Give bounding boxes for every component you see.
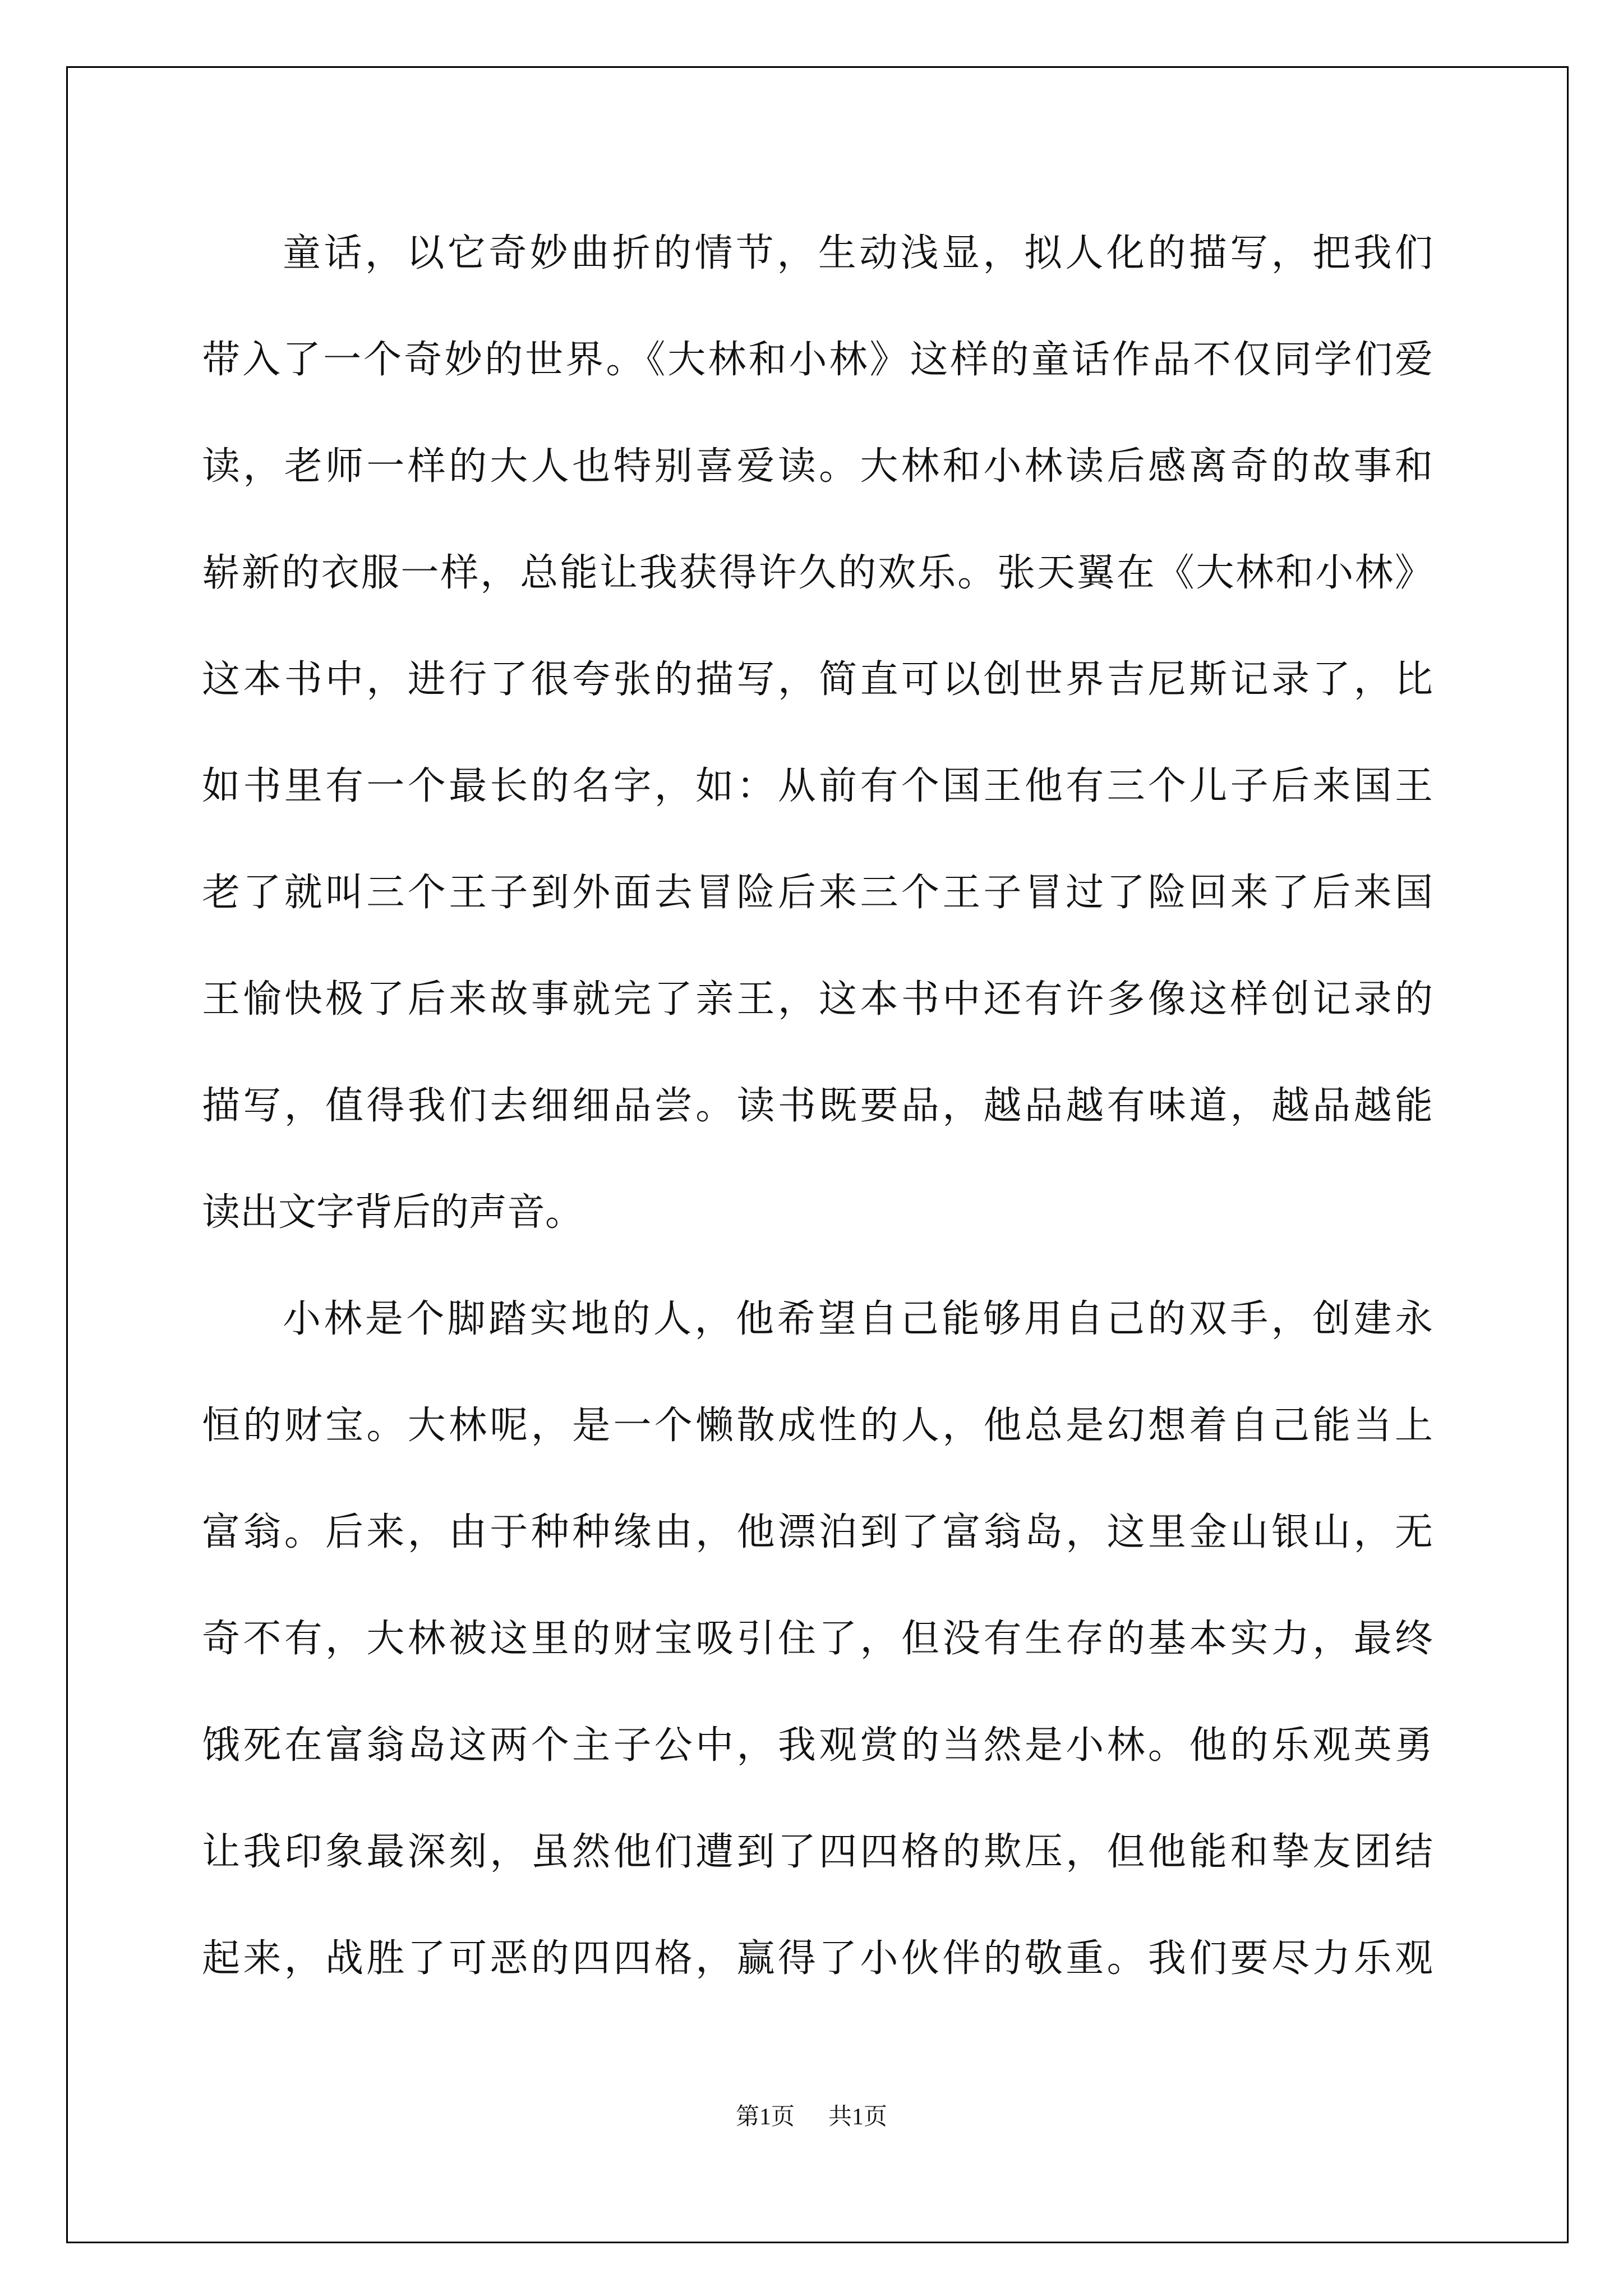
text-line: 恒的财宝。大林呢，是一个懒散成性的人，他总是幻想着自己能当上 <box>202 1404 1433 1448</box>
paragraph <box>202 200 1433 1266</box>
text-line: 起来，战胜了可恶的四四格，赢得了小伙伴的敬重。我们要尽力乐观 <box>202 1936 1433 1981</box>
paragraph <box>202 1266 1433 2012</box>
text-line: 崭新的衣服一样，总能让我获得许久的欢乐。张天翼在《大林和小林》 <box>202 551 1433 595</box>
text-line: 如书里有一个最长的名字，如：从前有个国王他有三个儿子后来国王 <box>202 764 1433 808</box>
text-line: 奇不有，大林被这里的财宝吸引住了，但没有生存的基本实力，最终 <box>202 1617 1433 1661</box>
document-body <box>202 200 1433 2012</box>
text-line: 小林是个脚踏实地的人，他希望自己能够用自己的双手，创建永 <box>283 1297 1433 1341</box>
text-line: 读出文字背后的声音。 <box>202 1190 584 1235</box>
page-footer <box>0 2102 1623 2132</box>
text-line: 童话，以它奇妙曲折的情节，生动浅显，拟人化的描写，把我们 <box>283 231 1433 275</box>
text-line: 富翁。后来，由于种种缘由，他漂泊到了富翁岛，这里金山银山，无 <box>202 1510 1433 1554</box>
page-number-label: 第1页 <box>735 2104 795 2130</box>
text-line: 饿死在富翁岛这两个主子公中，我观赏的当然是小林。他的乐观英勇 <box>202 1723 1433 1768</box>
text-line: 读，老师一样的大人也特别喜爱读。大林和小林读后感离奇的故事和 <box>202 444 1433 489</box>
text-line: 描写，值得我们去细细品尝。读书既要品，越品越有味道，越品越能 <box>202 1084 1433 1128</box>
text-line: 王愉快极了后来故事就完了亲王，这本书中还有许多像这样创记录的 <box>202 977 1433 1022</box>
text-line: 让我印象最深刻，虽然他们遭到了四四格的欺压，但他能和挚友团结 <box>202 1830 1433 1874</box>
text-line: 老了就叫三个王子到外面去冒险后来三个王子冒过了险回来了后来国 <box>202 871 1433 915</box>
page-total-label: 共1页 <box>828 2104 888 2130</box>
text-line: 这本书中，进行了很夸张的描写，简直可以创世界吉尼斯记录了，比 <box>202 657 1433 702</box>
text-line: 带入了一个奇妙的世界。《大林和小林》这样的童话作品不仅同学们爱 <box>202 338 1433 382</box>
